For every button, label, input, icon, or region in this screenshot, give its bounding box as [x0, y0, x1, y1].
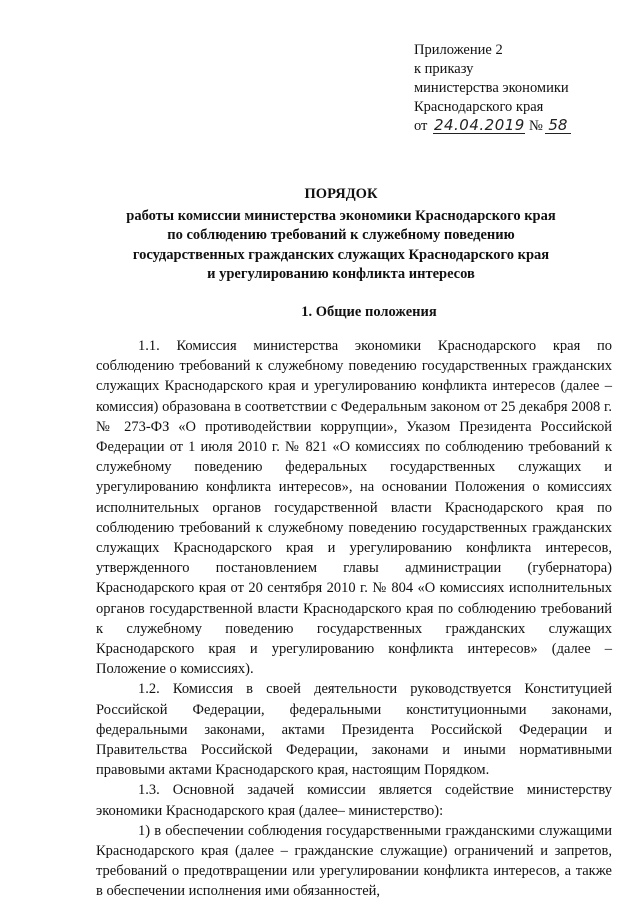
paragraph-1-3: 1.3. Основной задачей комиссии является содействие министерству экономики Краснодарского края (далее– министерство):: [96, 782, 612, 819]
appendix-line-1: Приложение 2: [414, 42, 503, 58]
date-prefix: от: [414, 118, 428, 134]
title-line-1: работы комиссии министерства экономики Краснодарского края: [126, 207, 556, 224]
number-prefix: №: [529, 118, 543, 134]
title-line-3: государственных гражданских служащих Краснодарского края: [132, 246, 550, 263]
appendix-date-line: [414, 117, 634, 136]
appendix-line-3: министерства экономики: [414, 80, 569, 96]
paragraph-1-1: 1.1. Комиссия министерства экономики Краснодарского края по соблюдению требований к служебному поведению государственных гражданских служащих Краснодарского края и урегулированию конфликта интересов (далее – комиссия) образована в соответствии с Федеральным законом от 25 декабря 2008 г. № 273-ФЗ «О противодействии коррупции», Указом Президента Российской Федерации от 1 июля 2010 г. № 821 «О комиссиях по соблюдению требований к служебному поведению федеральных государственных служащих и урегулированию конфликта интересов», на основании Положения о комиссиях исполнительных органов государственной власти Краснодарского края по соблюдению требований к служебному поведению государственных гражданских служащих Краснодарского края и урегулированию конфликта интересов, утвержденного постановлением главы администрации (губернатора) Краснодарского края от 20 сентября 2010 г. № 804 «О комиссиях исполнительных органов государственной власти Краснодарского края по соблюдению требований к служебному поведению государственных гражданских служащих Краснодарского края и урегулированию конфликта интересов» (далее – Положение о комиссиях).: [96, 338, 612, 678]
title-line-4: и урегулированию конфликта интересов: [207, 266, 475, 282]
paragraph-1-2: 1.2. Комиссия в своей деятельности руководствуется Конституцией Российской Федерации, федеральными конституционными законами, федеральными законами, актами Президента Российской Федерации и Правительства Российской Федерации, законами и иными нормативными правовыми актами Краснодарского края, настоящим Порядком.: [96, 681, 612, 779]
appendix-line-4: Краснодарского края: [414, 99, 544, 115]
handwritten-date: 24.04.2019: [433, 116, 525, 134]
handwritten-number: 58: [545, 117, 571, 134]
title-main: ПОРЯДОК: [304, 186, 378, 202]
document-body: [96, 336, 612, 902]
appendix-block: [414, 41, 634, 136]
section-heading: 1. Общие положения: [301, 304, 437, 320]
title-line-2: по соблюдению требований к служебному поведению: [167, 227, 515, 243]
appendix-line-2: к приказу: [414, 61, 474, 77]
paragraph-1-3-item-1: 1) в обеспечении соблюдения государственными гражданскими служащими Краснодарского края (далее – гражданские служащие) ограничений и запретов, требований о предотвращении или урегулировании конфликта интересов, а также в обеспечении исполнения ими обязанностей,: [96, 822, 612, 900]
document-title: [96, 185, 586, 285]
